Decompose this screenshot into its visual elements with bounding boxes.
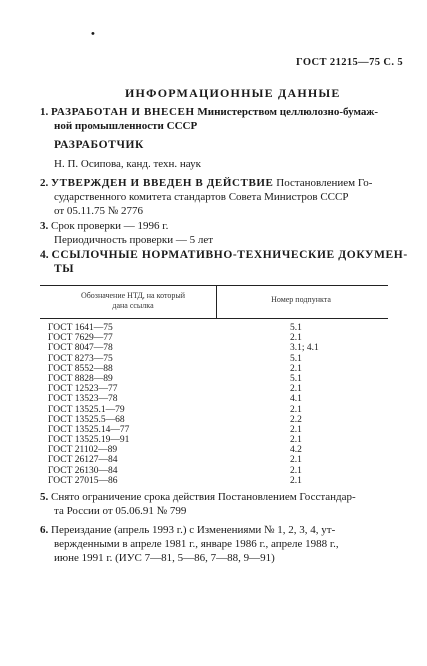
item-5 xyxy=(40,490,390,518)
table-cell-subclause: 4.1 xyxy=(290,394,302,405)
table-row xyxy=(40,343,388,353)
item-4-line-1 xyxy=(40,248,408,262)
item-1-caption: РАЗРАБОТАН И ВНЕСЕН xyxy=(51,106,195,118)
item-1-text: Министерством целлюлозно-бумаж- xyxy=(197,106,379,118)
table-cell-document: ГОСТ 26127—84 xyxy=(48,455,118,466)
table-cell-document: ГОСТ 21102—89 xyxy=(48,445,118,456)
item-3-review-term: Срок проверки — 1996 г. xyxy=(51,220,169,232)
item-6-line-1 xyxy=(40,523,390,537)
item-4-caption-continued: ТЫ xyxy=(54,263,75,275)
table-cell-document: ГОСТ 8273—75 xyxy=(48,353,113,364)
table-column-header-document-line-2: дана ссылка xyxy=(112,301,154,310)
table-row xyxy=(40,415,388,425)
item-2-number: 2. xyxy=(40,177,49,189)
item-1-line-2: ной промышленности СССР xyxy=(54,120,198,132)
developer-name: Н. П. Осипова, канд. техн. наук xyxy=(54,158,201,170)
table-row xyxy=(40,435,388,445)
table-top-rule xyxy=(40,285,388,286)
table-body xyxy=(40,323,388,486)
item-1-number: 1. xyxy=(40,106,49,118)
item-1-line-1 xyxy=(40,105,390,119)
table-row xyxy=(40,445,388,455)
item-3 xyxy=(40,219,390,247)
item-2-line-3: от 05.11.75 № 2776 xyxy=(54,205,143,217)
reference-documents-table xyxy=(40,285,388,486)
table-cell-subclause: 2.1 xyxy=(290,435,302,446)
table-row xyxy=(40,354,388,364)
item-2-line-1 xyxy=(40,176,390,190)
table-cell-subclause: 2.2 xyxy=(290,414,302,425)
table-cell-subclause: 2.1 xyxy=(290,455,302,466)
table-row xyxy=(40,405,388,415)
item-2 xyxy=(40,176,390,218)
table-row xyxy=(40,374,388,384)
table-row xyxy=(40,364,388,374)
item-6-number: 6. xyxy=(40,524,49,536)
table-cell-subclause: 2.1 xyxy=(290,333,302,344)
item-3-line-1 xyxy=(40,219,390,233)
table-header-divider xyxy=(216,285,217,318)
table-cell-document: ГОСТ 8047—78 xyxy=(48,343,113,354)
developer-heading: РАЗРАБОТЧИК xyxy=(54,139,144,151)
table-column-header-document-line-1: Обозначение НТД, на который xyxy=(80,291,186,300)
item-5-line-1 xyxy=(40,490,390,504)
table-cell-document: ГОСТ 13523—78 xyxy=(48,394,118,405)
table-cell-subclause: 3.1; 4.1 xyxy=(290,343,319,354)
table-cell-subclause: 2.1 xyxy=(290,465,302,476)
table-row xyxy=(40,466,388,476)
bullet-mark: • xyxy=(91,28,95,40)
table-cell-subclause: 2.1 xyxy=(290,404,302,415)
table-header-rule xyxy=(40,318,388,319)
item-5-number: 5. xyxy=(40,491,49,503)
item-2-text: Постановлением Го- xyxy=(276,177,373,189)
table-row xyxy=(40,323,388,333)
table-row xyxy=(40,425,388,435)
item-3-review-period: Периодичность проверки — 5 лет xyxy=(54,234,214,246)
table-cell-document: ГОСТ 12523—77 xyxy=(48,384,118,395)
item-4 xyxy=(40,248,408,276)
table-cell-document: ГОСТ 13525.19—91 xyxy=(48,435,130,446)
table-cell-document: ГОСТ 13525.5—68 xyxy=(48,414,125,425)
item-6 xyxy=(40,523,390,565)
table-cell-subclause: 5.1 xyxy=(290,323,302,333)
page-header-reference: ГОСТ 21215—75 С. 5 xyxy=(296,57,404,68)
table-column-header-subclause: Номер подпункта xyxy=(271,295,331,304)
item-5-text: Снято ограничение срока действия Постановлением Госстандар- xyxy=(51,491,356,503)
table-column-header-document xyxy=(54,291,212,311)
table-cell-document: ГОСТ 13525.14—77 xyxy=(48,424,130,435)
table-cell-document: ГОСТ 8552—88 xyxy=(48,363,113,374)
item-6-text: Переиздание (апрель 1993 г.) с Изменениями № 1, 2, 3, 4, ут- xyxy=(51,524,336,536)
table-cell-document: ГОСТ 26130—84 xyxy=(48,465,118,476)
table-row xyxy=(40,384,388,394)
table-row xyxy=(40,455,388,465)
table-row xyxy=(40,394,388,404)
table-cell-subclause: 2.1 xyxy=(290,363,302,374)
item-1 xyxy=(40,105,390,133)
table-cell-subclause: 2.1 xyxy=(290,475,302,486)
table-cell-subclause: 2.1 xyxy=(290,384,302,395)
item-6-line-2: вержденными в апреле 1981 г., январе 1986 г., апреле 1988 г., xyxy=(54,538,339,550)
table-cell-document: ГОСТ 8828—89 xyxy=(48,373,113,384)
item-2-caption: УТВЕРЖДЕН И ВВЕДЕН В ДЕЙСТВИЕ xyxy=(51,177,274,189)
item-4-caption: ССЫЛОЧНЫЕ НОРМАТИВНО-ТЕХНИЧЕСКИЕ ДОКУМЕН- xyxy=(51,249,408,261)
item-6-line-3: июне 1991 г. (ИУС 7—81, 5—86, 7—88, 9—91) xyxy=(54,552,275,564)
item-3-number: 3. xyxy=(40,220,49,232)
table-cell-subclause: 5.1 xyxy=(290,373,302,384)
item-2-line-2: сударственного комитета стандартов Совета Министров СССР xyxy=(54,191,349,203)
table-cell-subclause: 4.2 xyxy=(290,445,302,456)
table-cell-document: ГОСТ 13525.1—79 xyxy=(48,404,125,415)
section-title: ИНФОРМАЦИОННЫЕ ДАННЫЕ xyxy=(125,86,341,100)
table-cell-document: ГОСТ 7629—77 xyxy=(48,333,113,344)
table-cell-document: ГОСТ 1641—75 xyxy=(48,323,113,333)
table-cell-subclause: 2.1 xyxy=(290,424,302,435)
item-4-number: 4. xyxy=(40,249,49,261)
table-row xyxy=(40,476,388,486)
table-cell-subclause: 5.1 xyxy=(290,353,302,364)
item-5-line-2: та России от 05.06.91 № 799 xyxy=(54,505,187,517)
table-cell-document: ГОСТ 27015—86 xyxy=(48,475,118,486)
table-row xyxy=(40,333,388,343)
